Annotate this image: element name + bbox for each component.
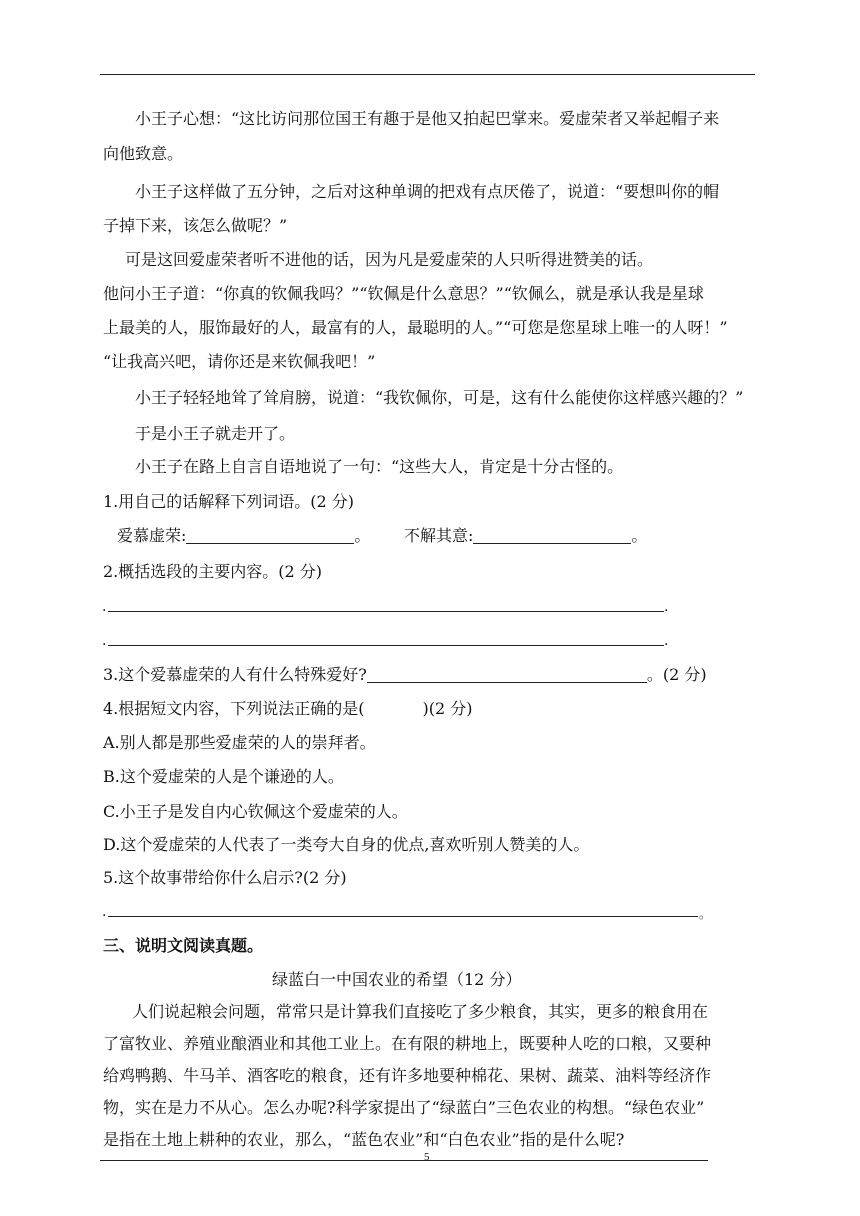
story-line: 于是小王子就走开了。: [135, 424, 296, 443]
q4-prompt: 4.根据短文内容，下列说法正确的是(: [103, 699, 365, 718]
q5-answer-line[interactable]: [108, 916, 698, 917]
q1-answer-blank-1[interactable]: [186, 527, 354, 544]
q1-term-1: 爱慕虚荣:: [117, 526, 187, 545]
line-end-period: 。: [699, 907, 712, 921]
footer-rule: [100, 1160, 708, 1161]
story-line: 上最美的人，服饰最好的人，最富有的人，最聪明的人。”“可您是您星球上唯一的人呀！”: [103, 318, 728, 337]
section-heading: 三、说明文阅读真题。: [103, 936, 264, 955]
story-line: 他问小王子道：“你真的钦佩我吗？”“钦佩是什么意思？”“钦佩么，就是承认我是星球: [103, 284, 704, 303]
story-line: 小王子心想：“这比访问那位国王有趣于是他又拍起巴掌来。爱虚荣者又举起帽子来: [135, 109, 720, 128]
header-rule: [100, 74, 755, 75]
q2-answer-line-1[interactable]: [108, 611, 664, 612]
story-line: 可是这回爱虚荣者听不进他的话，因为凡是爱虚荣的人只听得进赞美的话。: [125, 250, 654, 269]
q1-answer-blank-2[interactable]: [473, 527, 631, 544]
q1-answer-row-2: [404, 525, 647, 547]
article-line: 物，实在是力不从心。怎么办呢?科学家提出了“绿蓝白”三色农业的构想。“绿色农业”: [103, 1098, 705, 1117]
story-line: 小王子轻轻地耸了耸肩膀，说道：“我钦佩你，可是，这有什么能使你这样感兴趣的？”: [135, 388, 744, 407]
story-line: “让我高兴吧，请你还是来钦佩我吧！”: [103, 352, 376, 371]
page-number: 5: [424, 1151, 430, 1163]
article-line: 给鸡鸭鹅、牛马羊、酒客吃的粮食，还有许多地要种棉花、果树、蔬菜、油料等经济作: [103, 1066, 712, 1085]
story-line: 小王子这样做了五分钟，之后对这种单调的把戏有点厌倦了，说道：“要想叫你的帽: [135, 182, 720, 201]
story-line: 向他致意。: [103, 144, 184, 163]
line-start-dot: .: [102, 633, 107, 649]
question-5: 5.这个故事带给你什么启示?(2 分): [103, 868, 347, 887]
q4-option-c: C.小王子是发自内心钦佩这个爱虚荣的人。: [103, 802, 408, 821]
line-start-dot: .: [102, 599, 107, 615]
period: 。: [354, 526, 371, 545]
article-title: 绿蓝白一中国农业的希望（12 分）: [272, 970, 522, 989]
line-end-dot: .: [664, 599, 669, 615]
q4-option-b: B.这个爱虚荣的人是个谦逊的人。: [103, 767, 344, 786]
line-end-dot: .: [664, 633, 669, 649]
q1-answer-row: [117, 525, 370, 547]
question-2: 2.概括选段的主要内容。(2 分): [103, 562, 323, 581]
story-line: 小王子在路上自言自语地说了一句：“这些大人，肯定是十分古怪的。: [135, 457, 624, 476]
period: 。: [631, 526, 648, 545]
question-4: [103, 698, 473, 720]
article-line: 是指在土地上耕种的农业，那么，“蓝色农业”和“白色农业”指的是什么呢?: [103, 1130, 625, 1149]
q3-score: 。(2 分): [646, 665, 707, 684]
story-line: 子掉下来，该怎么做呢？”: [103, 216, 288, 235]
q4-score: )(2 分): [422, 699, 473, 718]
line-start-dot: .: [102, 904, 107, 920]
q4-option-a: A.别人都是那些爱虚荣的人的崇拜者。: [103, 733, 376, 752]
q4-option-d: D.这个爱虚荣的人代表了一类夸大自身的优点,喜欢听别人赞美的人。: [103, 835, 590, 854]
article-line: 了富牧业、养殖业酿酒业和其他工业上。在有限的耕地上，既要种人吃的口粮，又要种: [103, 1034, 712, 1053]
question-3: [103, 664, 707, 686]
q2-answer-line-2[interactable]: [108, 645, 664, 646]
article-line: 人们说起粮会问题，常常只是计算我们直接吃了多少粮食，其实，更多的粮食用在: [132, 1002, 709, 1021]
q3-prompt: 3.这个爱慕虚荣的人有什么特殊爱好?: [103, 665, 367, 684]
q1-term-2: 不解其意:: [404, 526, 474, 545]
q3-answer-blank[interactable]: [367, 666, 647, 683]
question-1: 1.用自己的话解释下列词语。(2 分): [103, 492, 355, 511]
